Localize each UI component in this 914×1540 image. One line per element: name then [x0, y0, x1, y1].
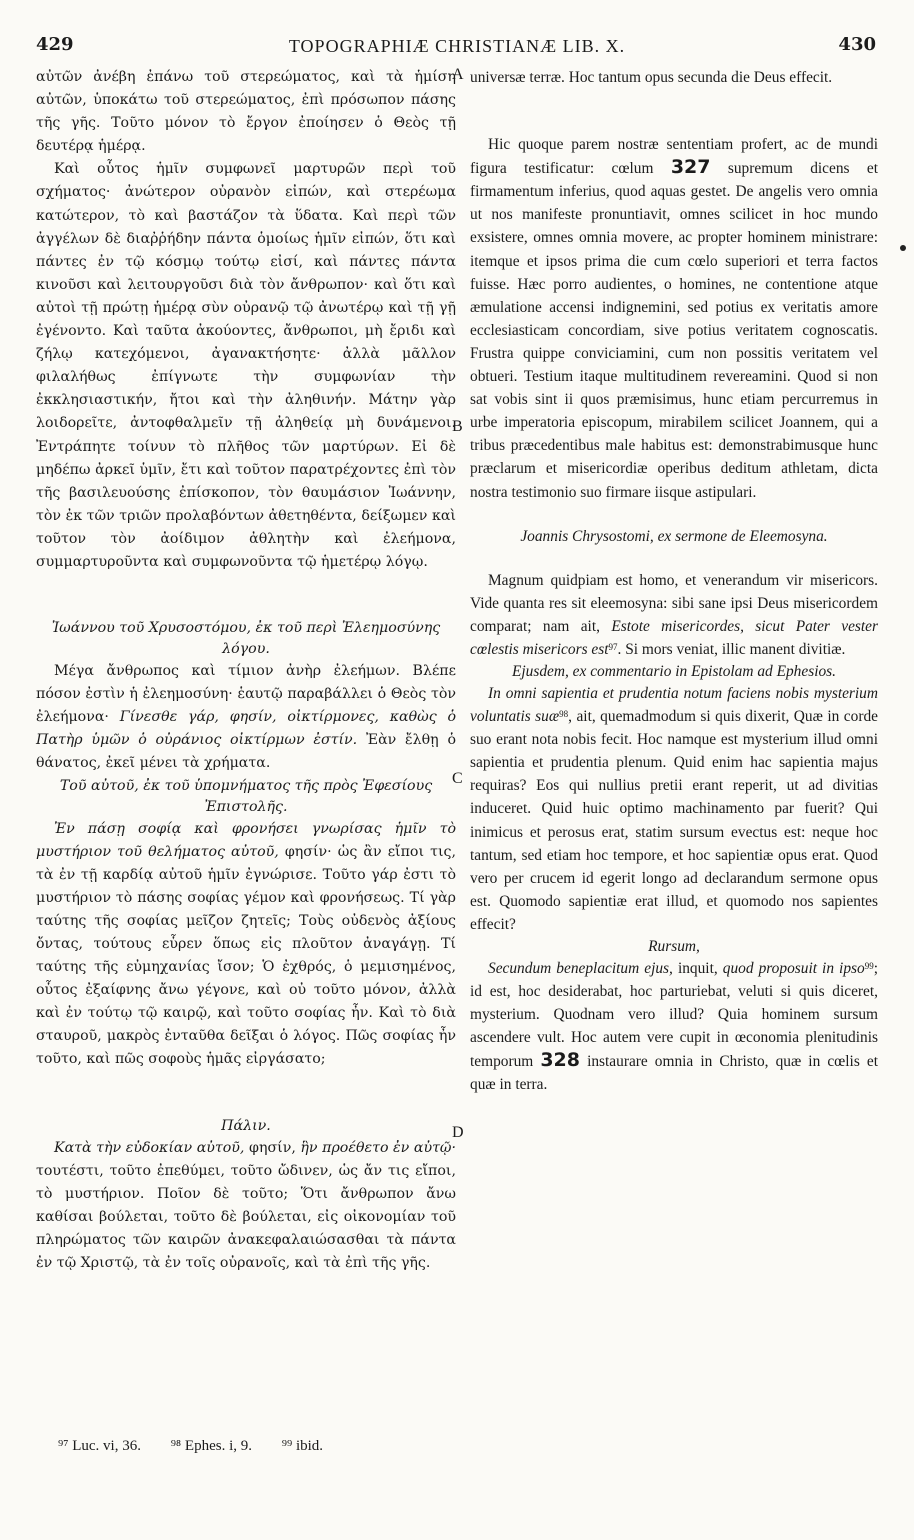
greek-paragraph-5: Κατὰ τὴν εὐδοκίαν αὐτοῦ, φησίν, ἣν προέθετο ἐν αὐτῷ· τουτέστι, τοῦτο ἐπεθύμει, τοῦτο ὤδινεν, ὡς ἄν τις εἴποι, τὸ μυστήριον. Ποῖον δὲ τοῦτο; Ὅτι ἄνθρωπον ἄνω καθίσαι βούλεται, τοῦτο δὲ βούλεται, εἰς οἰκονομίαν τοῦ πληρώματος τῶν καιρῶν ἀνακεφαλαιώσασθαι τὰ πάντα ἐν τῷ Χριστῷ, τὰ ἐν τοῖς οὐρανοῖς, καὶ τὰ ἐπὶ τῆς γῆς. [36, 1139, 456, 1272]
latin-column [470, 66, 878, 1097]
ink-spot [900, 245, 906, 251]
footnote-98: ⁹⁸ Ephes. i, 9. [170, 1438, 252, 1454]
margin-marker-a: A [452, 66, 464, 83]
latin-heading-chrysostom: Joannis Chrysostomi, ex sermone de Eleemosyna. [520, 527, 828, 545]
footnote-97: ⁹⁷ Luc. vi, 36. [58, 1438, 141, 1454]
greek-heading-palin: Πάλιν. [221, 1117, 271, 1134]
margin-marker-d: D [452, 1124, 464, 1141]
latin-heading-ephesians: Ejusdem, ex commentario in Epistolam ad Ephesios. [511, 662, 836, 680]
margin-marker-c: C [452, 770, 463, 787]
greek-heading-ephesians: Τοῦ αὐτοῦ, ἐκ τοῦ ὑπομνήματος τῆς πρὸς Ἐφεσίους Ἐπιστολῆς. [59, 777, 433, 815]
footnote-ref-97: 97 [608, 641, 618, 652]
column-number-327: 327 [670, 156, 711, 179]
latin-paragraph-5: Secundum beneplacitum ejus, inquit, quod proposuit in ipso$^{99}$; id est, hoc desiderabat, hoc parturiebat, veluti si quis diceret, mysterium. Quodnam vero illud? Quia hominem sursum ascendere vult. Hoc autem vere cupit in œconomia plenitudinis temporum 328 instaurare omnia in Christo, quæ in cœlis et quæ in terra. [470, 960, 878, 1094]
page-number-left: 429 [36, 34, 74, 55]
footnote-ref-99: 99 [864, 961, 874, 971]
greek-paragraph-2: Καὶ οὗτος ἡμῖν συμφωνεῖ μαρτυρῶν περὶ τοῦ σχήματος· ἀνώτερον οὐρανὸν εἰπών, καὶ στερέωμα κατώτερον, τὸ καὶ βαστάζον τὰ ὕδατα. Καὶ περὶ τῶν ἀγγέλων δὲ διαῤῥήδην πάντα ὁμοίως ἡμῖν εἰπών, ὅτι καὶ πάντες ἐν τῷ κόσμῳ τούτῳ εἰσί, καὶ πάντες πάντα κινοῦσι καὶ λειτουργοῦσι διὰ τὸν ἄνθρωπον· καὶ ὅτι καὶ αὐτοὶ τῇ πρώτῃ ἡμέρᾳ σὺν οὐρανῷ τῷ ἀνωτέρῳ καὶ τῇ γῇ ἐγένοντο. Καὶ ταῦτα ἀκούοντες, ἄνθρωποι, μὴ ἔριδι καὶ ζήλῳ κατεχόμενοι, ἀγανακτήσητε· ἀλλὰ μᾶλλον φιλαλήθως ἐπίγνωτε τὴν συμφωνίαν τὴν ἐκκλησιαστικήν, ἤτοι καὶ τὴν ἀληθινήν. Μάτην γὰρ λοιδορεῖτε, ἀντοφθαλμεῖν τῇ ἀληθείᾳ μὴ δυνάμενοι. Ἐντράπητε τοίνυν τὸ πλῆθος τῶν μαρτύρων. Εἰ δὲ μηδέπω ἀρκεῖ ὑμῖν, ἔτι καὶ τοῦτον παρατρέχοντες ἐπὶ τὸν τῆς βασιλευούσης ἐπίσκοπον, τὸν θαυμάσιον Ἰωάννην, τὸν ἐκ τῶν τριῶν προλαβόντων ἀθετηθέντα, δείξωμεν καὶ τοῦτον τὸν ἀοίδιμον ἀθλητὴν καὶ ἐλεήμονα, συμμαρτυροῦντα καὶ συμφωνοῦντα τῷ ἡμετέρῳ λόγῳ. [36, 161, 456, 570]
footnote-ref-98: 98 [559, 709, 569, 720]
running-title: TOPOGRAPHIÆ CHRISTIANÆ LIB. X. [288, 36, 626, 56]
latin-paragraph-2: Hic quoque parem nostræ sententiam profert, ac de mundi figura testificatur: cœlum 327 supremum dicens et firmamentum inferius, quod aquas gestet. De angelis vero omnia ut nos manifeste pronuntiavit, omnes scilicet in hoc mundo exsistere, omnes omnia movere, ac propter hominem ministrare: itemque et ipsos prima die cum cœlo superiori et terra factos fuisse. Hæc porro audientes, o homines, ne contentione atque æmulatione accensi indignemini, sed potius ex veritatis amore ecclesiasticam concordiam, sive potius veritatem cognoscatis. Frustra quippe conviciamini, cum non possitis veritatem vel obtueri. Testium itaque multitudinem revereamini. Quod si non sat vobis sint ii quos præmisimus, hunc etiam percurremus in urbe imperatoria episcopum, mirabilem scilicet Joannem, qui a tribus præcedentibus male habitus est: demonstrabimusque hunc præclarum et misericordiæ operibus deditum athletam, dicta nostra testimonio suo firmare iisque astipulari. [470, 136, 878, 501]
greek-column [36, 66, 456, 1275]
footnote-99: ⁹⁹ ibid. [281, 1438, 324, 1454]
latin-paragraph-4: In omni sapientia et prudentia notum faciens nobis mysterium voluntatis suæ$^{98}$, ait, quemadmodum si quis dixerit, Quæ in corde suo erant nota nobis fecit. Hoc namque est mysterium illud omni sapientia et prudentia plenum. Quid enim hac sapientia majus requiras? Eos qui nullius pretii erant reperit, ut ad divitias induceret. Quid huic optimo machinamento par fuerit? Qui inimicus et perosus erat, statim sursum evectus est: neque hoc tantum, sed etiam hoc tempore, et hoc sapientiæ opus erat. Quod vero per crucem id egerit longo ad declarandum sermone opus est. Quomodo sapientiæ erat illud, et quomodo nos sapientes effecit? [470, 684, 878, 933]
column-number-328: 328 [540, 1049, 580, 1072]
latin-paragraph-3: Magnum quidpiam est homo, et venerandum vir misericors. Vide quanta res sit eleemosyna: sibi sane ipsi Deus misericordem comparat; nam ait, Estote misericordes, sicut Pater vester cœlestis misericors est$^{97}$. Si mors veniat, illic manent divitiæ. [470, 571, 878, 658]
greek-paragraph-4: Ἐν πάσῃ σοφίᾳ καὶ φρονήσει γνωρίσας ἡμῖν τὸ μυστήριον τοῦ θελήματος αὐτοῦ, φησίν· ὡς ἂν εἴποι τις, τὰ ἐν τῇ καρδίᾳ αὐτοῦ ἡμῖν ἐγνώρισε. Τοῦτο γάρ ἐστι τὸ μυστήριον τὸ πάσης σοφίας γέμον καὶ φρονήσεως. Τί γὰρ ταύτης τῆς σοφίας μεῖζον ζητεῖς; Τοὺς οὐδενὸς ἀξίους ὄντας, τούτους εὗρεν ὅπως εἰς πλοῦτον ἀναγάγῃ. Τί ταύτης τῆς εὐμηχανίας ἴσον; Ὁ ἐχθρός, ὁ μεμισημένος, οὗτος ἐξαίφνης ἄνω γέγονε, καὶ οὐ τοῦτο μόνον, ἀλλὰ καὶ ἐν τούτῳ τῷ καιρῷ, καὶ τοῦτο σοφίας ἦν. Καὶ τὸ διὰ σταυροῦ, μακρὸς ἐνταῦθα δεῖξαι ὁ λόγος. Πῶς σοφίας ἦν τοῦτο, καὶ πῶς σοφοὺς ἡμᾶς εἰργάσατο; [36, 820, 456, 1068]
latin-paragraph-1: universæ terræ. Hoc tantum opus secunda die Deus effecit. [470, 69, 833, 86]
page-number-right: 430 [838, 34, 876, 55]
latin-heading-rursum: Rursum, [648, 938, 700, 955]
running-header [0, 34, 914, 60]
greek-heading-chrysostom: Ἰωάννου τοῦ Χρυσοστόμου, ἐκ τοῦ περὶ Ἐλεημοσύνης λόγου. [51, 620, 441, 658]
greek-paragraph-3: Μέγα ἄνθρωπος καὶ τίμιον ἀνὴρ ἐλεήμων. Βλέπε πόσον ἐστὶν ἡ ἐλεημοσύνη· ἑαυτῷ παραβάλλει ὁ Θεὸς τὸν ἐλεήμονα· Γίνεσθε γάρ, φησίν, οἰκτίρμονες, καθὼς ὁ Πατὴρ ὑμῶν ὁ οὐράνιος οἰκτίρμων ἐστίν. Ἐὰν ἔλθῃ ὁ θάνατος, ἐκεῖ μένει τὰ χρήματα. [36, 663, 456, 772]
footnotes [58, 1438, 349, 1455]
greek-paragraph-1: αὐτῶν ἀνέβη ἐπάνω τοῦ στερεώματος, καὶ τὰ ἡμίση αὐτῶν, ὑποκάτω τοῦ στερεώματος, ἐπὶ πρόσωπον πάσης τῆς γῆς. Τοῦτο μόνον τὸ ἔργον ἐποίησεν ὁ Θεὸς τῇ δευτέρᾳ ἡμέρᾳ. [36, 69, 456, 155]
margin-marker-b: B [452, 418, 463, 435]
